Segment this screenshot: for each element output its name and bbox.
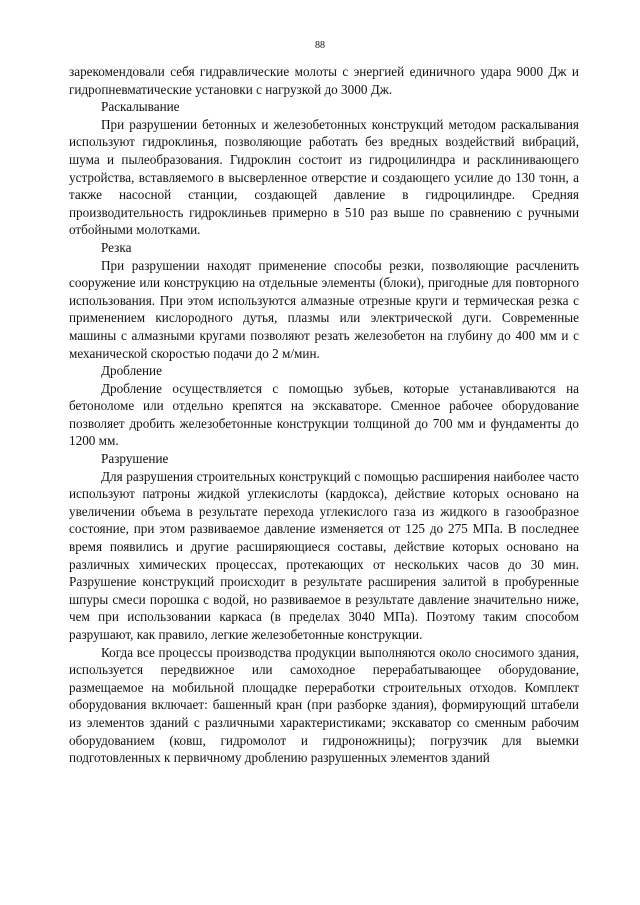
page-number: 88	[315, 40, 325, 51]
paragraph-splitting: При разрушении бетонных и железобетонных конструкций методом раскалывания используют гидроклинья, позволяющие работать без вредных воздействий вибраций, шума и пылеобразования. Гидроклин состоит из гидроцилиндра и расклинивающего устройства, вставляемого в высверленное отверстие и создающего усилие до 130 тонн, а также насосной станции, создающей давление в гидроцилиндре. Средняя производительность гидроклиньев примерно в 510 раз выше по сравнению с ручными отбойными молотками.	[69, 116, 579, 238]
section-heading-cutting: Резка	[101, 239, 132, 255]
section-heading-destruction: Разрушение	[101, 451, 169, 467]
intro-paragraph: зарекомендовали себя гидравлические молоты с энергией единичного удара 9000 Дж и гидропневматические установки с нагрузкой до 3000 Дж.	[69, 64, 579, 97]
paragraph-crushing: Дробление осуществляется с помощью зубьев, которые устанавливаются на бетоноломе или отдельно крепятся на экскаваторе. Сменное рабочее оборудование позволяет дробить железобетонные конструкции толщиной до 700 мм и фундаменты до 1200 мм.	[69, 380, 579, 449]
paragraph-destruction-expansion: Для разрушения строительных конструкций с помощью расширения наиболее часто используют патроны жидкой углекислоты (кардокса), действие которых основано на увеличении объема в результате перехода углекислого газа из жидкого в газообразное состояние, при этом развиваемое давление изменяется от 125 до 275 МПа. В последнее время появились и другие расширяющиеся составы, действие которых основано на различных химических процессах, протекающих от нескольких часов до 30 мин. Разрушение конструкций происходит в результате расширения залитой в пробуренные шпуры смеси порошка с водой, но развиваемое в результате давление значительно ниже, чем при использовании каркаса (в пределах 3040 МПа). Поэтому таким способом разрушают, как правило, легкие железобетонные конструкции.	[69, 468, 579, 642]
paragraph-cutting: При разрушении находят применение способы резки, позволяющие расчленить сооружение или конструкцию на отдельные элементы (блоки), пригодные для повторного использования. При этом используются алмазные отрезные круги и термическая резка с применением кислородного дутья, плазмы или электрической дуги. Современные машины с алмазными кругами позволяют резать железобетон на глубину до 400 мм и с механической скоростью подачи до 2 м/мин.	[69, 257, 579, 361]
section-heading-splitting: Раскалывание	[101, 99, 180, 115]
section-heading-crushing: Дробление	[101, 363, 162, 379]
paragraph-destruction-equipment: Когда все процессы производства продукции выполняются около сносимого здания, используется передвижное или самоходное перерабатывающее оборудование, размещаемое на мобильной площадке переработки строительных отходов. Комплект оборудования включает: башенный кран (при разборке здания), формирующий штабели из элементов зданий с различными характеристиками; экскаватор со сменным рабочим оборудованием (ковш, гидромолот и гидроножницы); погрузчик для выемки подготовленных к первичному дроблению разрушенных элементов зданий	[69, 644, 579, 766]
document-body	[69, 63, 579, 767]
